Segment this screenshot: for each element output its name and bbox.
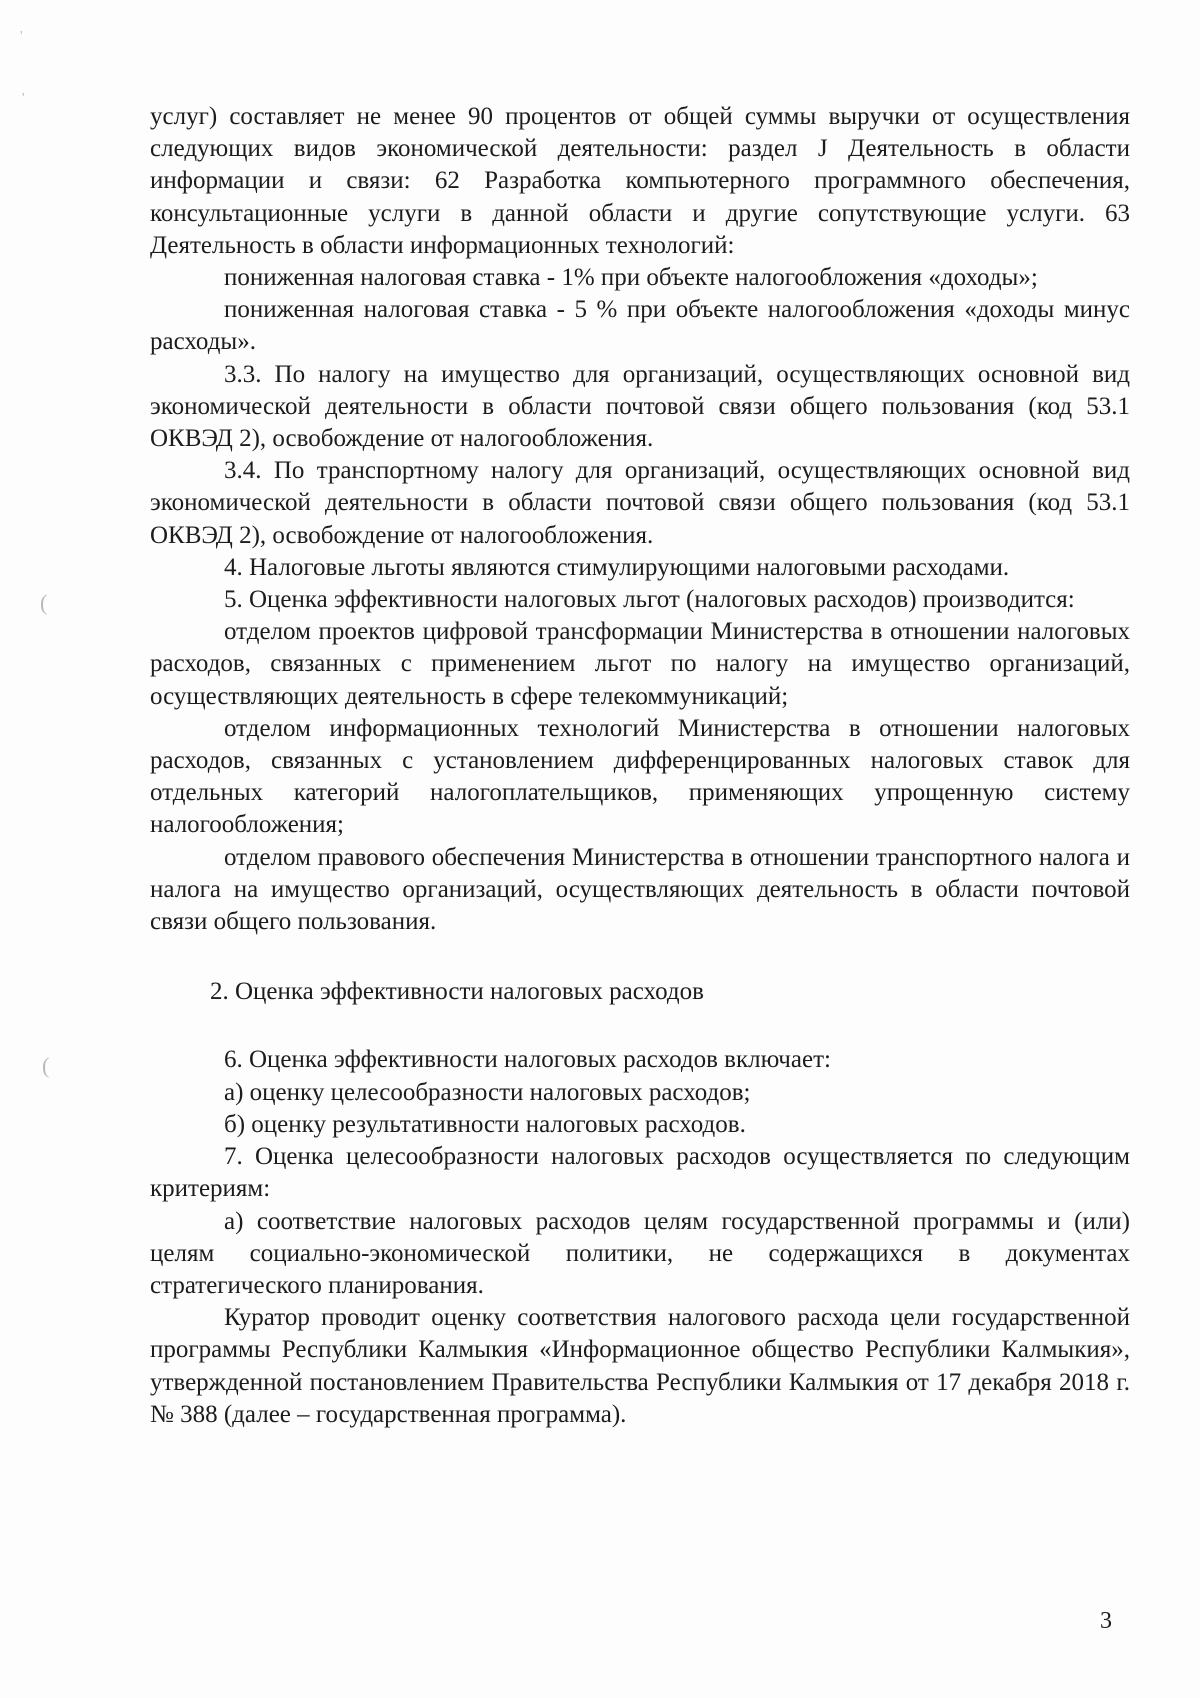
paragraph-7a: а) соответствие налоговых расходов целям государственной программы и (или) целям социально-экономической политики, не содержащихся в документах стратегического планирования. [150,1207,1130,1299]
paragraph-legal-dept: отделом правового обеспечения Министерства в отношении транспортного налога и налога на имущество организаций, осуществляющих деятельность в области почтовой связи общего пользования. [150,843,1130,936]
document-body [150,101,1130,1431]
scan-artifact-mark: ( [42,1053,50,1078]
paragraph-digital-transformation-dept: отделом проектов цифровой трансформации Министерства в отношении налоговых расходов, связанных с применением льгот по налогу на имущество организаций, осуществляющих деятельность в сфере телекоммуникаций; [150,618,1130,710]
paragraph-5: 5. Оценка эффективности налоговых льгот (налоговых расходов) производится: [224,586,1075,614]
paragraph-6a: а) оценку целесообразности налоговых расходов; [224,1078,751,1106]
paragraph-6: 6. Оценка эффективности налоговых расходов включает: [224,1046,831,1074]
scan-artifact-mark: ( [40,590,48,615]
paragraph-reduced-rate-1: пониженная налоговая ставка - 1% при объекте налогообложения «доходы»; [224,264,1038,292]
paragraph-it-dept: отделом информационных технологий Министерства в отношении налоговых расходов, связанных с установлением дифференцированных налоговых ставок для отдельных категорий налогоплательщиков, применяющих упрощенную систему налогообложения; [150,714,1130,839]
scan-artifact-mark: ' [20,29,23,44]
paragraph-6b: б) оценку результативности налоговых расходов. [224,1110,746,1138]
paragraph-4: 4. Налоговые льготы являются стимулирующими налоговыми расходами. [224,553,1010,581]
section-heading: 2. Оценка эффективности налоговых расходов [210,978,704,1006]
paragraph-3-3: 3.3. По налогу на имущество для организаций, осуществляющих основной вид экономической деятельности в области почтовой связи общего пользования (код 53.1 ОКВЭД 2), освобождение от налогообложения. [150,360,1130,453]
paragraph-3-4: 3.4. По транспортному налогу для организаций, осуществляющих основной вид экономической деятельности в области почтовой связи общего пользования (код 53.1 ОКВЭД 2), освобождение от налогообложения. [150,457,1130,549]
paragraph-reduced-rate-5: пониженная налоговая ставка - 5 % при объекте налогообложения «доходы минус расходы». [150,296,1130,356]
paragraph-7: 7. Оценка целесообразности налоговых расходов осуществляется по следующим критериям: [150,1143,1130,1203]
page-number: 3 [1100,1608,1112,1634]
scan-artifact-mark: ' [22,91,25,106]
paragraph-continuation: услуг) составляет не менее 90 процентов от общей суммы выручки от осуществления следующих видов экономической деятельности: раздел J Деятельность в области информации и связи: 62 Разработка компьютерного программного обеспечения, консультационные услуги в данной области и другие сопутствующие услуги. 63 Деятельность в области информационных технологий: [150,103,1130,259]
paragraph-curator: Куратор проводит оценку соответствия налогового расхода цели государственной программы Республики Калмыкия «Информационное общество Республики Калмыкия», утвержденной постановлением Правительства Республики Калмыкия от 17 декабря 2018 г. № 388 (далее – государственная программа). [150,1304,1130,1428]
